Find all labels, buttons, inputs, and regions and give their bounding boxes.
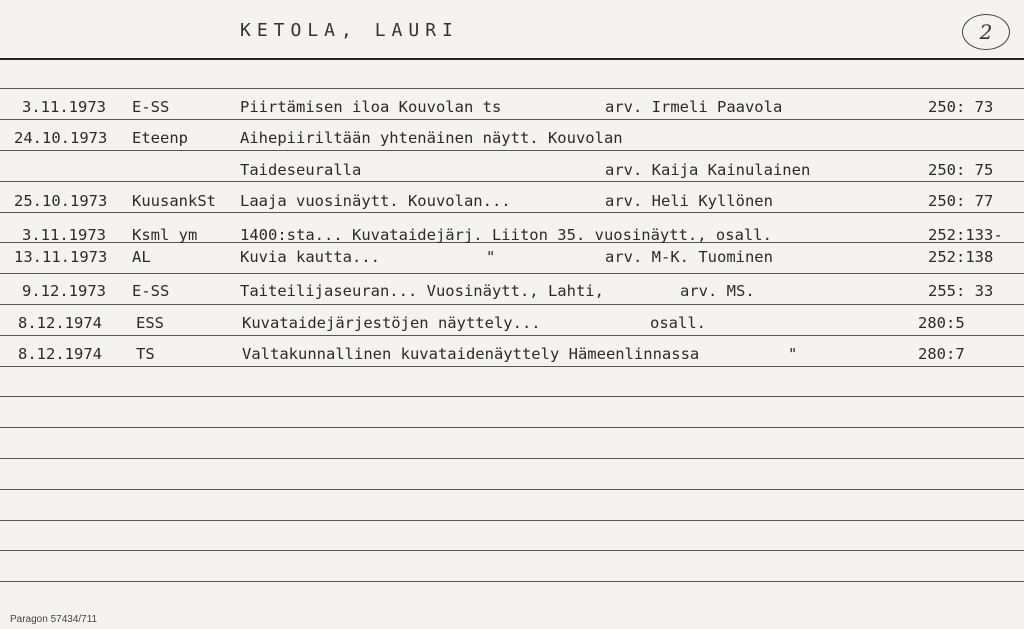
entry-ref: 280:5 — [918, 314, 965, 332]
entry-date: 9.12.1973 — [22, 282, 106, 300]
entry-ref: 255: 33 — [928, 282, 994, 300]
ruled-line — [0, 366, 1024, 367]
entry-date: 13.11.1973 — [14, 248, 108, 266]
ruled-line — [0, 304, 1024, 305]
header-rule — [0, 58, 1024, 60]
ruled-line — [0, 427, 1024, 428]
entry-date: 3.11.1973 — [22, 98, 106, 116]
entry-ref: 280:7 — [918, 345, 965, 363]
entry-place: Eteenp — [132, 129, 188, 147]
ruled-line — [0, 550, 1024, 551]
ditto-mark: " — [486, 248, 496, 266]
entry-note: " — [788, 345, 798, 363]
ruled-line — [0, 581, 1024, 582]
entry-description: Taiteilijaseuran... Vuosinäytt., Lahti, — [240, 282, 604, 300]
entry-description: Aihepiiriltään yhtenäinen näytt. Kouvolan — [240, 129, 623, 147]
ruled-line — [0, 489, 1024, 490]
ruled-line — [0, 458, 1024, 459]
entry-date: 3.11.1973 — [22, 226, 106, 244]
entry-date: 25.10.1973 — [14, 192, 108, 210]
entry-description: Piirtämisen iloa Kouvolan ts — [240, 98, 502, 116]
entry-place: KuusankSt — [132, 192, 216, 210]
entry-note: osall. — [650, 314, 706, 332]
ruled-line — [0, 273, 1024, 274]
card-number: 2 — [979, 20, 993, 44]
entry-description: Kuvia kautta... — [240, 248, 380, 266]
entry-ref: 252:138 — [928, 248, 994, 266]
entry-place: E-SS — [132, 98, 170, 116]
ruled-line — [0, 212, 1024, 213]
ruled-line — [0, 396, 1024, 397]
ruled-line — [0, 150, 1024, 151]
entry-date: 24.10.1973 — [14, 129, 108, 147]
entry-note: arv. Kaija Kainulainen — [605, 161, 811, 179]
entry-place: AL — [132, 248, 151, 266]
entry-place: Ksml ym — [132, 226, 198, 244]
ruled-line — [0, 119, 1024, 120]
entry-date: 8.12.1974 — [18, 345, 102, 363]
entry-place: E-SS — [132, 282, 170, 300]
ruled-line — [0, 181, 1024, 182]
entry-note: arv. M-K. Tuominen — [605, 248, 773, 266]
ruled-line — [0, 88, 1024, 89]
entry-description: Valtakunnallinen kuvataidenäyttely Hämeenlinnassa — [242, 345, 700, 363]
entry-description: Kuvataidejärjestöjen näyttely... — [242, 314, 541, 332]
card-number-circle — [962, 14, 1010, 50]
entry-place: TS — [136, 345, 155, 363]
card-header-name: KETOLA, LAURI — [240, 20, 459, 41]
entry-note: arv. Irmeli Paavola — [605, 98, 783, 116]
entry-note: arv. MS. — [680, 282, 755, 300]
entry-date: 8.12.1974 — [18, 314, 102, 332]
entry-place: ESS — [136, 314, 164, 332]
entry-ref: 250: 77 — [928, 192, 994, 210]
ruled-line — [0, 335, 1024, 336]
entry-description: Taideseuralla — [240, 161, 362, 179]
entry-ref: 250: 75 — [928, 161, 994, 179]
entry-ref: 250: 73 — [928, 98, 994, 116]
entry-description: 1400:sta... Kuvataidejärj. Liiton 35. vuosinäytt., osall. — [240, 226, 772, 244]
entry-ref: 252:133- — [928, 226, 1003, 244]
entry-description: Laaja vuosinäytt. Kouvolan... — [240, 192, 511, 210]
footer-print: Paragon 57434/711 — [10, 614, 98, 625]
ruled-line — [0, 520, 1024, 521]
entry-note: arv. Heli Kyllönen — [605, 192, 773, 210]
